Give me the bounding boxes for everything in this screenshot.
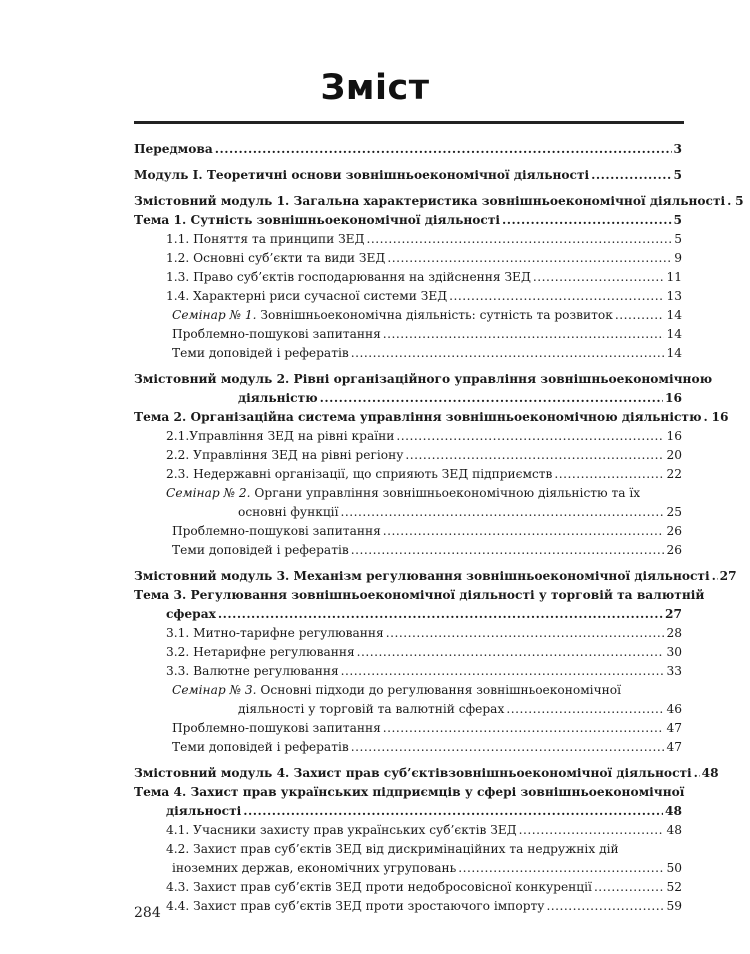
dot-leader [340, 503, 664, 522]
toc-entry-page: 27 [665, 607, 682, 621]
toc-entry-page: 48 [665, 804, 682, 818]
toc-entry-text: 1.3. Право суб’єктів господарювання на здійснення ЗЕД [166, 270, 531, 284]
toc-entry-page: 33 [666, 664, 682, 678]
dot-leader [727, 192, 733, 211]
toc-entry-page: 25 [666, 505, 682, 519]
toc-entry-label [166, 465, 552, 484]
dot-leader [533, 268, 665, 287]
dot-leader [243, 802, 663, 821]
toc-entry-page: 47 [666, 721, 682, 735]
dot-leader [615, 306, 665, 325]
toc-entry-page: 16 [711, 410, 729, 424]
toc-entry-label [166, 446, 403, 465]
toc-entry-label [172, 306, 613, 325]
toc-entry-label [166, 230, 365, 249]
toc-entry [134, 140, 682, 159]
toc-entry-label [172, 541, 349, 560]
toc-entry-label [172, 859, 456, 878]
dot-leader [703, 408, 709, 427]
toc-entry-page: 14 [666, 346, 682, 360]
toc-entry-text: Тема 1. Сутність зовнішньоекономічної діяльності [134, 213, 501, 227]
toc-entry-page: 16 [665, 391, 682, 405]
toc-entry-page: 28 [666, 626, 682, 640]
toc-entry-text: 1.2. Основні суб’єкти та види ЗЕД [166, 251, 386, 265]
toc-entry-text: Змістовний модуль 4. Захист прав суб’єктівзовнішньоекономічної діяльності [134, 766, 692, 780]
toc-entry-text: Теми доповідей і рефератів [172, 740, 349, 754]
toc-entry-text: 3.2. Нетарифне регулювання [166, 645, 355, 659]
toc-entry [134, 446, 682, 465]
toc-entry-text: Зовнішньоекономічна діяльність: сутність та розвиток [256, 308, 613, 322]
toc-entry-label [166, 624, 384, 643]
toc-entry-page: 5 [673, 168, 682, 182]
toc-entry-text: 1.4. Характерні риси сучасної системи ЗЕД [166, 289, 448, 303]
toc-entry-page: 9 [674, 251, 682, 265]
toc-entry-label [166, 662, 339, 681]
toc-entry-text: Проблемно-пошукові запитання [172, 721, 381, 735]
toc-entry-page: 48 [666, 823, 682, 837]
dot-leader [502, 211, 671, 230]
toc-entry-label [238, 389, 318, 408]
toc-entry [134, 738, 682, 757]
toc-entry-text: сферах [166, 607, 216, 621]
toc-entry [134, 541, 682, 560]
toc-entry [134, 567, 737, 586]
toc-entry-text: Проблемно-пошукові запитання [172, 524, 381, 538]
toc-entry-text: Органи управління зовнішньоекономічною діяльністю та їх [250, 486, 641, 500]
toc-entry [134, 427, 682, 446]
toc-entry [134, 859, 682, 878]
toc-entry [134, 586, 705, 605]
toc-entry-text: Тема 2. Організаційна система управління зовнішньоекономічною діяльністю [134, 410, 702, 424]
toc-entry-page: 26 [666, 543, 682, 557]
toc-entry [134, 211, 682, 230]
dot-leader [506, 700, 664, 719]
toc-entry-label [166, 287, 447, 306]
dot-leader [594, 878, 665, 897]
dot-leader [341, 662, 665, 681]
toc-entry-page: 5 [674, 232, 682, 246]
toc-entry-text: 4.3. Захист прав суб’єктів ЗЕД проти недобросовісної конкуренції [166, 880, 592, 894]
dot-leader [383, 719, 665, 738]
toc-entry-text: діяльністю [238, 391, 318, 405]
toc-entry [134, 344, 682, 363]
toc-entry [134, 700, 682, 719]
toc-entry-label [166, 249, 385, 268]
seminar-label: Семінар № 1. [172, 308, 257, 322]
dot-leader [591, 166, 671, 185]
toc-entry-label [134, 567, 710, 586]
toc-entry-label [238, 503, 338, 522]
toc-entry-label [166, 897, 544, 916]
toc-entry-text: іноземних держав, економічних угруповань [172, 861, 457, 875]
toc-entry-label [166, 484, 640, 503]
dot-leader [519, 821, 665, 840]
toc-entry-text: 3.1. Митно-тарифне регулювання [166, 626, 384, 640]
toc-entry [134, 681, 682, 700]
toc-entry-page: 11 [666, 270, 682, 284]
dot-leader [396, 427, 664, 446]
toc-entry-page: 47 [666, 740, 682, 754]
toc-entry-page: 5 [735, 194, 744, 208]
dot-leader [387, 249, 672, 268]
toc-entry-text: Проблемно-пошукові запитання [172, 327, 381, 341]
toc-entry-label [166, 427, 394, 446]
toc-entry-page: 50 [666, 861, 682, 875]
toc-entry-page: 14 [666, 308, 682, 322]
toc-entry-label [238, 700, 504, 719]
dot-leader [546, 897, 664, 916]
toc-entry-text: Тема 4. Захист прав українських підприємців у сфері зовнішньоекономічної [134, 785, 685, 799]
toc-entry-text: 4.4. Захист прав суб’єктів ЗЕД проти зростаючого імпорту [166, 899, 545, 913]
toc-entry-label [134, 140, 213, 159]
dot-leader [215, 140, 672, 159]
toc-entry-page: 22 [666, 467, 682, 481]
toc-entry [134, 249, 682, 268]
toc-entry-page: 16 [666, 429, 682, 443]
dot-leader [320, 389, 663, 408]
toc-entry-page: 13 [666, 289, 682, 303]
toc-entry-text: Модуль І. Теоретичні основи зовнішньоекономічної діяльності [134, 168, 590, 182]
toc-entry-label [172, 681, 621, 700]
toc-entry-label [172, 344, 349, 363]
dot-leader [383, 522, 665, 541]
seminar-label: Семінар № 3. [172, 683, 257, 697]
toc-entry-text: Передмова [134, 142, 213, 156]
toc-entry [134, 624, 682, 643]
dot-leader [554, 465, 664, 484]
toc-entry-text: основні функції [238, 505, 339, 519]
toc-entry-text: 2.1.Управління ЗЕД на рівні країни [166, 429, 395, 443]
toc-entry-label [134, 370, 712, 389]
toc-entry-text: Змістовний модуль 1. Загальна характеристика зовнішньоекономічної діяльності [134, 194, 726, 208]
toc-entry-label [172, 522, 381, 541]
toc-entry-label [166, 840, 619, 859]
toc-entry [134, 840, 682, 859]
dot-leader [712, 567, 718, 586]
dot-leader [351, 344, 665, 363]
dot-leader [367, 230, 673, 249]
toc-entry-label [166, 878, 592, 897]
toc-entry-label [172, 719, 381, 738]
toc-entry-label [166, 268, 531, 287]
toc-entry [134, 802, 682, 821]
toc-entry [134, 503, 682, 522]
toc-entry [134, 192, 744, 211]
toc-entry-page: 30 [666, 645, 682, 659]
toc-entry-page: 5 [673, 213, 682, 227]
toc-entry-text: 3.3. Валютне регулювання [166, 664, 339, 678]
toc-entry-page: 59 [666, 899, 682, 913]
page-title: Зміст [320, 68, 430, 108]
toc-entry-text: 1.1. Поняття та принципи ЗЕД [166, 232, 365, 246]
dot-leader [694, 764, 700, 783]
toc-entry-text: 4.2. Захист прав суб’єктів ЗЕД від дискримінаційних та недружніх дій [166, 842, 619, 856]
toc-entry-text: діяльності у торговій та валютній сферах [238, 702, 505, 716]
toc-entry [134, 484, 682, 503]
toc-entry-label [134, 211, 500, 230]
toc-entry-text: Тема 3. Регулювання зовнішньоекономічної діяльності у торговій та валютній [134, 588, 705, 602]
toc-entry-text: Теми доповідей і рефератів [172, 543, 349, 557]
toc-entry-label [172, 738, 349, 757]
toc-entry [134, 268, 682, 287]
toc-entry-label [134, 783, 684, 802]
toc-entry-label [166, 802, 241, 821]
toc-entry [134, 821, 682, 840]
toc-entry-text: Змістовний модуль 3. Механізм регулювання зовнішньоекономічної діяльності [134, 569, 710, 583]
dot-leader [383, 325, 665, 344]
dot-leader [218, 605, 663, 624]
toc-entry [134, 230, 682, 249]
toc-entry-label [172, 325, 381, 344]
toc-entry-text: Змістовний модуль 2. Рівні організаційного управління зовнішньоекономічною [134, 372, 713, 386]
toc-entry-page: 52 [666, 880, 682, 894]
toc-entry-page: 48 [701, 766, 719, 780]
toc-entry [134, 389, 682, 408]
toc-entry-label [134, 764, 692, 783]
table-of-contents [134, 140, 744, 916]
toc-entry-page: 3 [673, 142, 682, 156]
toc-entry [134, 783, 685, 802]
toc-entry-page: 27 [719, 569, 737, 583]
toc-entry-label [166, 821, 517, 840]
page-number: 284 [134, 905, 161, 921]
dot-leader [357, 643, 665, 662]
toc-entry [134, 605, 682, 624]
title-rule [134, 121, 684, 124]
toc-entry-label [166, 643, 355, 662]
dot-leader [351, 738, 665, 757]
toc-entry-label [134, 166, 589, 185]
toc-entry [134, 408, 729, 427]
toc-entry-label [166, 605, 216, 624]
toc-entry-text: Теми доповідей і рефератів [172, 346, 349, 360]
toc-entry [134, 522, 682, 541]
dot-leader [458, 859, 664, 878]
toc-entry-text: 2.2. Управління ЗЕД на рівні регіону [166, 448, 404, 462]
toc-entry [134, 897, 682, 916]
toc-entry [134, 719, 682, 738]
dot-leader [405, 446, 664, 465]
toc-entry-label [134, 408, 701, 427]
toc-entry-page: 14 [666, 327, 682, 341]
toc-entry-text: Основні підходи до регулювання зовнішньоекономічної [256, 683, 621, 697]
toc-entry-label [134, 192, 725, 211]
toc-entry [134, 306, 682, 325]
toc-entry-label [134, 586, 704, 605]
toc-entry-page: 20 [666, 448, 682, 462]
toc-entry-text: діяльності [166, 804, 242, 818]
toc-entry [134, 287, 682, 306]
toc-entry-text: 2.3. Недержавні організації, що сприяють ЗЕД підприємств [166, 467, 553, 481]
toc-entry [134, 878, 682, 897]
toc-entry [134, 166, 682, 185]
dot-leader [386, 624, 665, 643]
toc-entry [134, 370, 713, 389]
dot-leader [449, 287, 664, 306]
toc-entry [134, 662, 682, 681]
seminar-label: Семінар № 2. [166, 486, 251, 500]
toc-entry [134, 465, 682, 484]
toc-entry [134, 325, 682, 344]
toc-entry [134, 643, 682, 662]
toc-entry-page: 26 [666, 524, 682, 538]
dot-leader [351, 541, 665, 560]
toc-entry-page: 46 [666, 702, 682, 716]
toc-entry-text: 4.1. Учасники захисту прав українських суб’єктів ЗЕД [166, 823, 517, 837]
toc-entry [134, 764, 719, 783]
